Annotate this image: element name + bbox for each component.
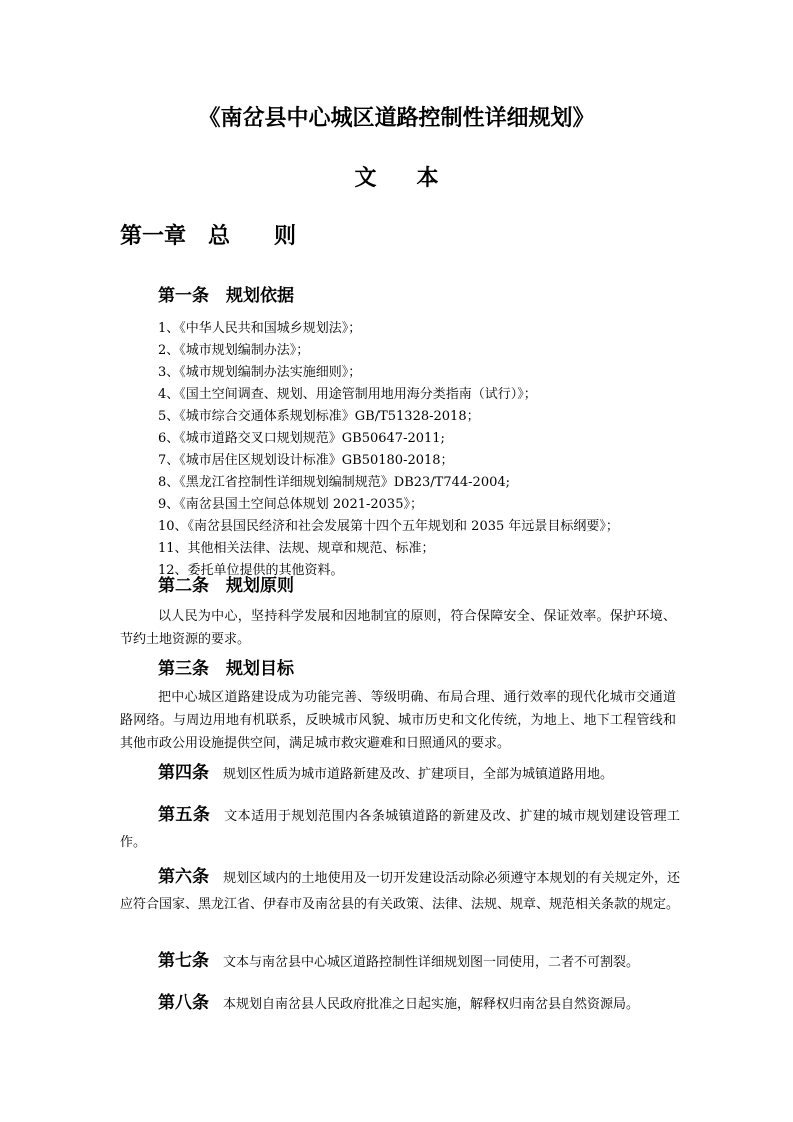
- article-5-number: 第五条: [158, 805, 211, 825]
- list-item: 5、《城市综合交通体系规划标准》GB/T51328-2018；: [158, 409, 480, 424]
- article-7-text: 文本与南岔县中心城区道路控制性详细规划图一同使用，二者不可割裂。: [223, 955, 640, 970]
- article-4-text: 规划区性质为城市道路新建及改、扩建项目，全部为城镇道路用地。: [223, 767, 614, 782]
- list-item: 7、《城市居住区规划设计标准》GB50180-2018；: [158, 453, 454, 468]
- list-item: 9、《南岔县国土空间总体规划 2021-2035》；: [158, 497, 423, 512]
- list-item: 4、《国土空间调查、规划、用途管制用地用海分类指南（试行）》；: [158, 387, 537, 402]
- list-item: 3、《城市规划编制办法实施细则》；: [158, 365, 362, 380]
- article-4: [120, 760, 680, 788]
- article-6-text: 规划区域内的土地使用及一切开发建设活动除必须遵守本规划的有关规定外，还应符合国家、黑龙江省、伊春市及南岔县的有关政策、法律、法规、规章、规范相关条款的规定。: [120, 871, 680, 912]
- article-2-text: 以人民为中心，坚持科学发展和因地制宜的原则，符合保障安全、保证效率。保护环境、节约土地资源的要求。: [120, 609, 676, 647]
- article-5-text: 文本适用于规划范围内各条城镇道路的新建及改、扩建的城市规划建设管理工作。: [120, 809, 680, 850]
- article-8-number: 第八条: [158, 993, 209, 1013]
- article-2-heading: 第二条 规划原则: [158, 576, 294, 596]
- article-8-text: 本规划自南岔县人民政府批准之日起实施，解释权归南岔县自然资源局。: [223, 997, 640, 1012]
- article-8: [120, 990, 680, 1018]
- list-item: 10、《南岔县国民经济和社会发展第十四个五年规划和 2035 年远景目标纲要》；: [158, 519, 619, 534]
- article-6-number: 第六条: [158, 867, 210, 887]
- document-title: 《南岔县中心城区道路控制性详细规划》: [198, 106, 595, 131]
- list-item: 11、其他相关法律、法规、规章和规范、标准；: [158, 541, 435, 556]
- article-7: [120, 948, 680, 976]
- article-4-number: 第四条: [158, 763, 209, 783]
- article-3-heading: 第三条 规划目标: [158, 659, 294, 679]
- chapter-heading: 第一章 总 则: [120, 224, 297, 249]
- document-subtitle: 文本: [354, 166, 479, 191]
- list-item: 12、委托单位提供的其他资料。: [158, 563, 344, 578]
- planning-basis-list: [158, 318, 678, 582]
- article-1-heading: 第一条 规划依据: [158, 286, 294, 306]
- article-3-text: 把中心城区道路建设成为功能完善、等级明确、布局合理、通行效率的现代化城市交通道路网络。与周边用地有机联系，反映城市风貌、城市历史和文化传统，为地上、地下工程管线和其他市政公用设施提供空间，满足城市救灾避难和日照通风的要求。: [120, 690, 676, 751]
- list-item: 6、《城市道路交叉口规划规范》GB50647-2011;: [158, 431, 445, 446]
- article-6: [120, 864, 680, 918]
- list-item: 2、《城市规划编制办法》；: [158, 343, 310, 358]
- list-item: 8、《黑龙江省控制性详细规划编制规范》DB23/T744-2004;: [158, 475, 511, 490]
- list-item: 1、《中华人民共和国城乡规划法》；: [158, 321, 362, 336]
- article-7-number: 第七条: [158, 951, 209, 971]
- article-5: [120, 802, 680, 856]
